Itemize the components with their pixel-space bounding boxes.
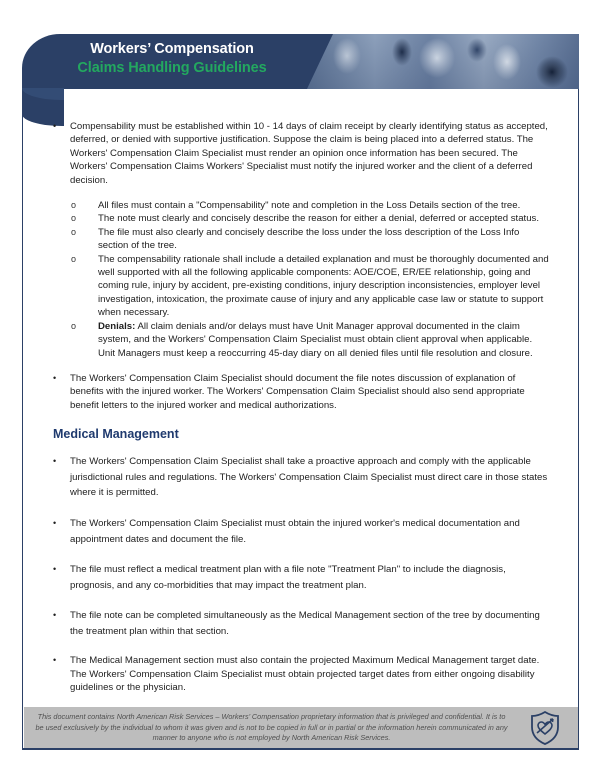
confidentiality-footer bbox=[24, 707, 578, 748]
sub-list-item-text: The file must also clearly and concisely describe the loss under the loss description of the Loss Info section of the tree. bbox=[98, 226, 520, 252]
sub-bullet-icon: o bbox=[71, 226, 77, 237]
bullet-icon: • bbox=[53, 564, 57, 575]
list-item bbox=[22, 562, 579, 593]
section-heading-medical-management: Medical Management bbox=[53, 427, 179, 442]
list-item-text: The Workers' Compensation Claim Specialist should document the file notes discussion of explanation of benefits with the injured worker. The Workers' Compensation Claim Specialist should also send appropriate benefit letters to the injured worker and medical authorizations. bbox=[70, 372, 525, 411]
bullet-icon: • bbox=[53, 372, 57, 383]
header-photo-collage bbox=[307, 34, 579, 89]
list-item bbox=[22, 608, 579, 639]
list-item-text: Compensability must be established within 10 - 14 days of claim receipt by clearly identifying status as accepted, deferred, or denied with supportive justification. Suppose the claim is being placed into a deferred status. The Workers' Compensation Claim Specialist must render an opinion once information has been secured. The Workers' Compensation Claims Workers' Specialist must notify the injured worker and the client of a deferred decision. bbox=[70, 121, 548, 186]
footer-disclaimer: This document contains North American Risk Services – Workers’ Compensation proprietary information that is privileged and confidential. It is to be used exclusively by the individual to whom it was given and is not to be copied in full or in partial or the information herein communicated in any manner to anyone who is not employed by North American Risk Services. bbox=[35, 712, 508, 743]
list-item bbox=[22, 454, 579, 501]
denials-text: All claim denials and/or delays must have Unit Manager approval documented in the claim system, and the Workers' Compensation Claim Specialist must obtain client approval when applicable. Unit Managers must keep a reoccurring 45-day diary on all denied files until file resolution and closure. bbox=[98, 320, 533, 359]
sub-list-item bbox=[22, 226, 579, 253]
list-item-text: The Workers' Compensation Claim Specialist must obtain the injured worker's medical documentation and appointment dates and document the file. bbox=[70, 517, 520, 545]
list-item bbox=[22, 120, 579, 187]
sub-bullet-icon: o bbox=[71, 200, 77, 211]
list-item-text: The file must reflect a medical treatment plan with a file note "Treatment Plan" to include the diagnosis, prognosis, and any co-morbidities that may impact the treatment plan. bbox=[70, 564, 506, 591]
sub-list-item bbox=[22, 212, 579, 225]
list-item bbox=[22, 372, 579, 412]
bullet-icon: • bbox=[53, 121, 57, 131]
list-item-text: The Workers' Compensation Claim Specialist shall take a proactive approach and comply with the applicable jurisdictional rules and regulations. The Workers' Compensation Claim Specialist must direct care in those states where it is permitted. bbox=[70, 456, 548, 499]
document-title: Workers’ Compensation bbox=[90, 41, 254, 57]
document-subtitle: Claims Handling Guidelines bbox=[77, 60, 267, 76]
list-item bbox=[22, 654, 579, 694]
denials-label: Denials: bbox=[98, 320, 136, 332]
list-item-text: The file note can be completed simultaneously as the Medical Management section of the tree by documenting the treatment plan within that section. bbox=[70, 610, 540, 637]
sub-list-item-text: All files must contain a "Compensability" note and completion in the Loss Details section of the tree. bbox=[98, 200, 521, 212]
sub-list-item bbox=[22, 253, 579, 320]
bullet-icon: • bbox=[53, 655, 57, 666]
header-banner bbox=[22, 34, 579, 89]
bullet-icon: • bbox=[53, 456, 57, 467]
sub-bullet-icon: o bbox=[71, 213, 77, 224]
sub-list-item-denials bbox=[22, 320, 579, 360]
sub-bullet-icon: o bbox=[71, 253, 77, 264]
sub-list-item bbox=[22, 199, 579, 212]
list-item-text: The Medical Management section must also contain the projected Maximum Medical Management target date. The Workers' Compensation Claim Specialist must obtain projected target dates from either ongoing disability guidelines or the physician. bbox=[70, 655, 540, 694]
list-item bbox=[22, 516, 579, 547]
sub-bullet-icon: o bbox=[71, 320, 77, 331]
shield-heart-icon bbox=[529, 710, 561, 746]
sub-list-item-text: The note must clearly and concisely describe the reason for either a denial, deferred or accepted status. bbox=[98, 213, 540, 225]
bullet-icon: • bbox=[53, 610, 57, 621]
document-body bbox=[22, 120, 579, 695]
bullet-icon: • bbox=[53, 517, 57, 528]
sub-list-item-text: The compensability rationale shall include a detailed explanation and must be thoroughly documented and well supported with all the following applicable components: AOE/COE, ER/EE relationship, going and coming rule, injury by accident, pre-existing conditions, injury description inconsistencies, employer level investigation, intoxication, the proximate cause of injury and any applicable case law or statute to support when necessary. bbox=[98, 253, 549, 319]
